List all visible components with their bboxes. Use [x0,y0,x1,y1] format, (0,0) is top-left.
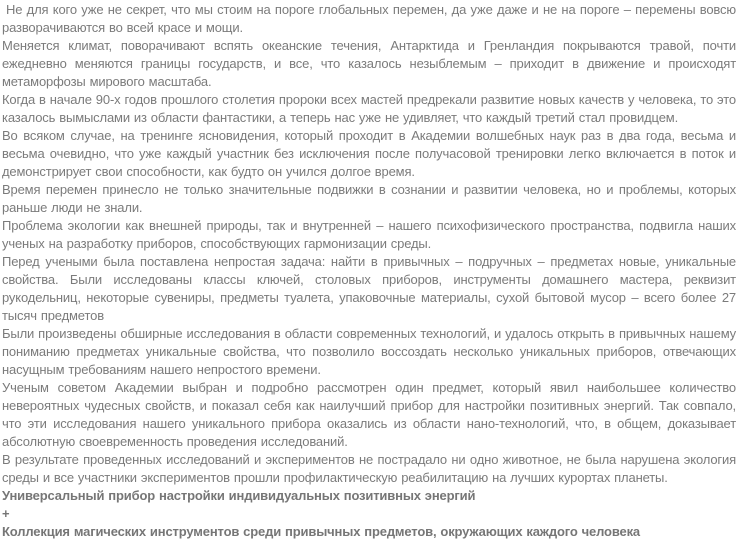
paragraph: Перед учеными была поставлена непростая задача: найти в привычных – подручных – предметах новые, уникальные свойства. Были исследованы классы ключей, столовых приборов, инструменты домашнего мастера, реквизит рукодельниц, некоторые сувениры, предметы туалета, упаковочные материалы, сухой бытовой мусор – всего более 27 тысяч предметов [2,254,736,323]
paragraph: В результате проведенных исследований и экспериментов не пострадало ни одно животное, не была нарушена экология среды и все участники экспериментов прошли профилактическую реабилитацию на лучших курортах планеты. [2,452,736,485]
paragraph: Меняется климат, поворачивают вспять океанские течения, Антарктида и Гренландия покрываются травой, почти ежедневно меняются границы государств, и все, что казалось незыблемым – приходит в движение и происходят метаморфозы мирового масштаба. [2,38,736,89]
paragraph: Когда в начале 90-х годов прошлого столетия пророки всех мастей предрекали развитие новых качеств у человека, то это казалось вымыслами из области фантастики, а теперь нас уже не удивляет, что каждый третий стал провидцем. [2,92,736,125]
paragraph: Были произведены обширные исследования в области современных технологий, и удалось открыть в привычных нашему пониманию предметах уникальные свойства, что позволило воссоздать несколько уникальных приборов, отвечающих насущным требованиям нашего непростого времени. [2,326,736,377]
footer-title-1: Универсальный прибор настройки индивидуальных позитивных энергий [2,488,476,503]
paragraph: Ученым советом Академии выбран и подробно рассмотрен один предмет, который явил наибольшее количество невероятных чудесных свойств, и показал себя как наилучший прибор для настройки позитивных энергий. Так совпало, что эти исследования нашего уникального прибора оказались из области нано-технологий, что, в общем, доказывает абсолютную своевременность проведения исследований. [2,380,736,449]
footer-title-2: Коллекция магических инструментов среди привычных предметов, окружающих каждого человека [2,524,641,539]
paragraph: Не для кого уже не секрет, что мы стоим на пороге глобальных перемен, да уже даже и не на пороге – перемены вовсю разворачиваются во всей красе и мощи. [2,2,736,35]
plus-separator: + [2,506,10,521]
paragraph: Время перемен принесло не только значительные подвижки в сознании и развитии человека, но и проблемы, которых раньше люди не знали. [2,182,736,215]
paragraph: Проблема экологии как внешней природы, так и внутренней – нашего психофизического пространства, подвигла наших ученых на разработку приборов, способствующих гармонизации среды. [2,218,736,251]
paragraph: Во всяком случае, на тренинге ясновидения, который проходит в Академии волшебных наук раз в два года, весьма и весьма очевидно, что уже каждый участник без исключения после получасовой тренировки легко включается в поток и демонстрирует свои способности, как будто он учился долгое время. [2,128,736,179]
